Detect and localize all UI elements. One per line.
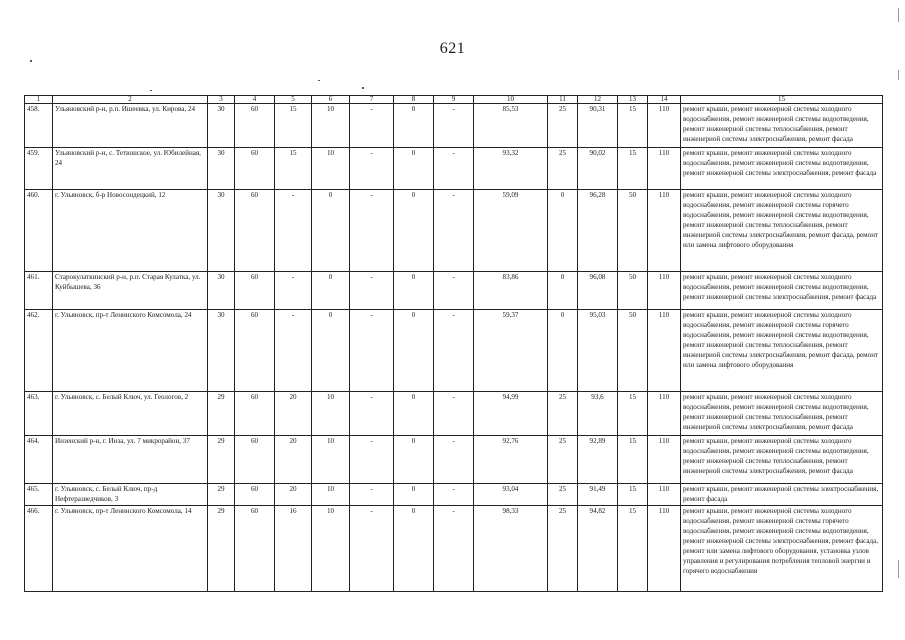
cell-c11: 0 bbox=[548, 310, 578, 392]
cell-c3: 30 bbox=[208, 272, 235, 310]
column-header-4: 4 bbox=[235, 96, 275, 104]
cell-c13: 50 bbox=[618, 190, 648, 272]
works-list-cell: ремонт крыши, ремонт инженерной системы холодного водоснабжения, ремонт инженерной системы горячего водоснабжения, ремонт инженерной системы водоотведения, ремонт инженерной системы электроснабжения, ремонт фасада, ремонт или замена лифтового оборудования, установка узлов управления и регулирования потребления тепловой энергии и горячего водоснабжения bbox=[681, 506, 883, 592]
cell-c10: 59,37 bbox=[474, 310, 548, 392]
cell-c7: - bbox=[350, 272, 394, 310]
column-header-11: 11 bbox=[548, 96, 578, 104]
cell-c14: 110 bbox=[648, 148, 681, 190]
cell-c4: 60 bbox=[235, 272, 275, 310]
cell-c13: 50 bbox=[618, 272, 648, 310]
row-number: 462. bbox=[25, 310, 53, 392]
cell-c4: 60 bbox=[235, 506, 275, 592]
cell-c12: 90,02 bbox=[578, 148, 618, 190]
cell-c8: 0 bbox=[394, 272, 434, 310]
address-cell: Ульяновский р-н, р.п. Ишеевка, ул. Кирова, 24 bbox=[53, 104, 208, 148]
cell-c12: 96,08 bbox=[578, 272, 618, 310]
row-number: 458. bbox=[25, 104, 53, 148]
column-header-6: 6 bbox=[312, 96, 350, 104]
cell-c10: 94,99 bbox=[474, 392, 548, 436]
cell-c11: 25 bbox=[548, 148, 578, 190]
works-list-cell: ремонт крыши, ремонт инженерной системы холодного водоснабжения, ремонт инженерной системы водоотведения, ремонт инженерной системы теплоснабжения, ремонт инженерной системы электроснабжения, ремонт фасада bbox=[681, 392, 883, 436]
table-row bbox=[25, 392, 883, 436]
row-number: 461. bbox=[25, 272, 53, 310]
cell-c5: 20 bbox=[275, 484, 312, 506]
cell-c11: 25 bbox=[548, 104, 578, 148]
cell-c9: - bbox=[434, 506, 474, 592]
cell-c5: 16 bbox=[275, 506, 312, 592]
table-row bbox=[25, 104, 883, 148]
cell-c6: 10 bbox=[312, 506, 350, 592]
column-header-8: 8 bbox=[394, 96, 434, 104]
column-header-15: 15 bbox=[681, 96, 883, 104]
cell-c3: 29 bbox=[208, 392, 235, 436]
cell-c10: 85,53 bbox=[474, 104, 548, 148]
cell-c5: 15 bbox=[275, 148, 312, 190]
cell-c5: - bbox=[275, 310, 312, 392]
column-header-9: 9 bbox=[434, 96, 474, 104]
scan-speck bbox=[150, 90, 152, 91]
cell-c11: 25 bbox=[548, 484, 578, 506]
cell-c6: 10 bbox=[312, 392, 350, 436]
cell-c6: 10 bbox=[312, 484, 350, 506]
cell-c8: 0 bbox=[394, 148, 434, 190]
cell-c4: 60 bbox=[235, 484, 275, 506]
column-header-7: 7 bbox=[350, 96, 394, 104]
cell-c9: - bbox=[434, 148, 474, 190]
cell-c10: 93,32 bbox=[474, 148, 548, 190]
cell-c7: - bbox=[350, 104, 394, 148]
address-cell: г. Ульяновск, пр-т Ленинского Комсомола, 14 bbox=[53, 506, 208, 592]
table-row bbox=[25, 310, 883, 392]
works-list-cell: ремонт крыши, ремонт инженерной системы холодного водоснабжения, ремонт инженерной системы водоотведения, ремонт инженерной системы электроснабжения, ремонт фасада bbox=[681, 148, 883, 190]
cell-c10: 92,76 bbox=[474, 436, 548, 484]
cell-c12: 93,6 bbox=[578, 392, 618, 436]
works-list-cell: ремонт крыши, ремонт инженерной системы холодного водоснабжения, ремонт инженерной системы водоотведения, ремонт инженерной системы теплоснабжения, ремонт инженерной системы электроснабжения, ремонт фасада bbox=[681, 104, 883, 148]
scan-speck bbox=[318, 80, 320, 81]
address-cell: г. Ульяновск, пр-т Ленинского Комсомола, 24 bbox=[53, 310, 208, 392]
works-list-cell: ремонт крыши, ремонт инженерной системы холодного водоснабжения, ремонт инженерной системы водоотведения, ремонт инженерной системы электроснабжения, ремонт фасада bbox=[681, 272, 883, 310]
scan-edge-mark bbox=[898, 560, 899, 578]
cell-c7: - bbox=[350, 506, 394, 592]
cell-c9: - bbox=[434, 104, 474, 148]
cell-c5: - bbox=[275, 190, 312, 272]
cell-c9: - bbox=[434, 484, 474, 506]
cell-c14: 110 bbox=[648, 436, 681, 484]
cell-c5: - bbox=[275, 272, 312, 310]
works-list-cell: ремонт крыши, ремонт инженерной системы холодного водоснабжения, ремонт инженерной системы водоотведения, ремонт инженерной системы теплоснабжения, ремонт инженерной системы электроснабжения, ремонт фасада bbox=[681, 436, 883, 484]
column-header-1: 1 bbox=[25, 96, 53, 104]
cell-c10: 93,04 bbox=[474, 484, 548, 506]
cell-c14: 110 bbox=[648, 392, 681, 436]
cell-c13: 15 bbox=[618, 392, 648, 436]
cell-c9: - bbox=[434, 436, 474, 484]
works-list-cell: ремонт крыши, ремонт инженерной системы электроснабжения, ремонт фасада bbox=[681, 484, 883, 506]
scan-speck bbox=[362, 87, 364, 89]
address-cell: Ульяновский р-н, с. Тетюшское, ул. Юбилейная, 24 bbox=[53, 148, 208, 190]
cell-c6: 0 bbox=[312, 310, 350, 392]
address-cell: г. Ульяновск, с. Белый Ключ, пр-д Нефтеразведчиков, 3 bbox=[53, 484, 208, 506]
scan-edge-mark bbox=[898, 70, 899, 80]
cell-c11: 25 bbox=[548, 506, 578, 592]
cell-c5: 15 bbox=[275, 104, 312, 148]
cell-c3: 30 bbox=[208, 148, 235, 190]
cell-c8: 0 bbox=[394, 392, 434, 436]
cell-c3: 30 bbox=[208, 190, 235, 272]
cell-c9: - bbox=[434, 272, 474, 310]
cell-c9: - bbox=[434, 190, 474, 272]
column-header-10: 10 bbox=[474, 96, 548, 104]
row-number: 465. bbox=[25, 484, 53, 506]
cell-c10: 98,33 bbox=[474, 506, 548, 592]
cell-c14: 110 bbox=[648, 190, 681, 272]
cell-c7: - bbox=[350, 436, 394, 484]
address-cell: Старокулаткинский р-н, р.п. Старая Кулатка, ул. Куйбышева, 36 bbox=[53, 272, 208, 310]
cell-c14: 110 bbox=[648, 484, 681, 506]
cell-c12: 92,89 bbox=[578, 436, 618, 484]
cell-c9: - bbox=[434, 310, 474, 392]
cell-c7: - bbox=[350, 484, 394, 506]
cell-c13: 15 bbox=[618, 506, 648, 592]
cell-c6: 0 bbox=[312, 272, 350, 310]
cell-c14: 110 bbox=[648, 310, 681, 392]
cell-c8: 0 bbox=[394, 484, 434, 506]
cell-c8: 0 bbox=[394, 104, 434, 148]
capital-repair-table bbox=[24, 95, 883, 592]
cell-c14: 110 bbox=[648, 506, 681, 592]
cell-c6: 10 bbox=[312, 104, 350, 148]
cell-c4: 60 bbox=[235, 148, 275, 190]
cell-c13: 15 bbox=[618, 484, 648, 506]
cell-c11: 25 bbox=[548, 436, 578, 484]
column-header-12: 12 bbox=[578, 96, 618, 104]
row-number: 466. bbox=[25, 506, 53, 592]
address-cell: г. Ульяновск, с. Белый Ключ, ул. Геологов, 2 bbox=[53, 392, 208, 436]
column-header-2: 2 bbox=[53, 96, 208, 104]
cell-c7: - bbox=[350, 392, 394, 436]
cell-c10: 83,86 bbox=[474, 272, 548, 310]
cell-c3: 30 bbox=[208, 310, 235, 392]
table-row bbox=[25, 484, 883, 506]
cell-c12: 94,82 bbox=[578, 506, 618, 592]
cell-c8: 0 bbox=[394, 506, 434, 592]
row-number: 464. bbox=[25, 436, 53, 484]
column-header-14: 14 bbox=[648, 96, 681, 104]
table-row bbox=[25, 148, 883, 190]
table-row bbox=[25, 190, 883, 272]
column-header-5: 5 bbox=[275, 96, 312, 104]
cell-c12: 90,31 bbox=[578, 104, 618, 148]
cell-c13: 15 bbox=[618, 436, 648, 484]
cell-c8: 0 bbox=[394, 190, 434, 272]
scan-edge-mark bbox=[898, 8, 899, 22]
cell-c4: 60 bbox=[235, 190, 275, 272]
column-header-13: 13 bbox=[618, 96, 648, 104]
page-number: 621 bbox=[439, 40, 466, 57]
cell-c13: 50 bbox=[618, 310, 648, 392]
table-row bbox=[25, 506, 883, 592]
cell-c5: 20 bbox=[275, 436, 312, 484]
works-list-cell: ремонт крыши, ремонт инженерной системы холодного водоснабжения, ремонт инженерной системы горячего водоснабжения, ремонт инженерной системы водоотведения, ремонт инженерной системы теплоснабжения, ремонт инженерной системы электроснабжения, ремонт фасада, ремонт или замена лифтового оборудования bbox=[681, 190, 883, 272]
cell-c5: 20 bbox=[275, 392, 312, 436]
cell-c12: 95,03 bbox=[578, 310, 618, 392]
scan-speck bbox=[30, 60, 32, 62]
cell-c13: 15 bbox=[618, 148, 648, 190]
cell-c7: - bbox=[350, 190, 394, 272]
cell-c6: 0 bbox=[312, 190, 350, 272]
cell-c7: - bbox=[350, 148, 394, 190]
works-list-cell: ремонт крыши, ремонт инженерной системы холодного водоснабжения, ремонт инженерной системы горячего водоснабжения, ремонт инженерной системы водоотведения, ремонт инженерной системы теплоснабжения, ремонт инженерной системы электроснабжения, ремонт фасада, ремонт или замена лифтового оборудования bbox=[681, 310, 883, 392]
address-cell: г. Ульяновск, б-р Новосондецкий, 12 bbox=[53, 190, 208, 272]
column-header-3: 3 bbox=[208, 96, 235, 104]
cell-c3: 30 bbox=[208, 104, 235, 148]
cell-c12: 91,49 bbox=[578, 484, 618, 506]
cell-c4: 60 bbox=[235, 392, 275, 436]
cell-c13: 15 bbox=[618, 104, 648, 148]
cell-c6: 10 bbox=[312, 436, 350, 484]
cell-c7: - bbox=[350, 310, 394, 392]
column-number-row bbox=[25, 96, 883, 104]
cell-c12: 96,28 bbox=[578, 190, 618, 272]
cell-c4: 60 bbox=[235, 436, 275, 484]
table-row bbox=[25, 436, 883, 484]
cell-c14: 110 bbox=[648, 272, 681, 310]
cell-c3: 29 bbox=[208, 436, 235, 484]
cell-c8: 0 bbox=[394, 310, 434, 392]
row-number: 459. bbox=[25, 148, 53, 190]
row-number: 460. bbox=[25, 190, 53, 272]
cell-c3: 29 bbox=[208, 484, 235, 506]
cell-c4: 60 bbox=[235, 104, 275, 148]
cell-c11: 0 bbox=[548, 190, 578, 272]
cell-c11: 25 bbox=[548, 392, 578, 436]
address-cell: Инзенский р-н, г. Инза, ул. 7 микрорайон, 37 bbox=[53, 436, 208, 484]
cell-c6: 10 bbox=[312, 148, 350, 190]
cell-c11: 0 bbox=[548, 272, 578, 310]
cell-c14: 110 bbox=[648, 104, 681, 148]
cell-c8: 0 bbox=[394, 436, 434, 484]
table-row bbox=[25, 272, 883, 310]
row-number: 463. bbox=[25, 392, 53, 436]
cell-c3: 29 bbox=[208, 506, 235, 592]
cell-c10: 59,09 bbox=[474, 190, 548, 272]
cell-c4: 60 bbox=[235, 310, 275, 392]
cell-c9: - bbox=[434, 392, 474, 436]
